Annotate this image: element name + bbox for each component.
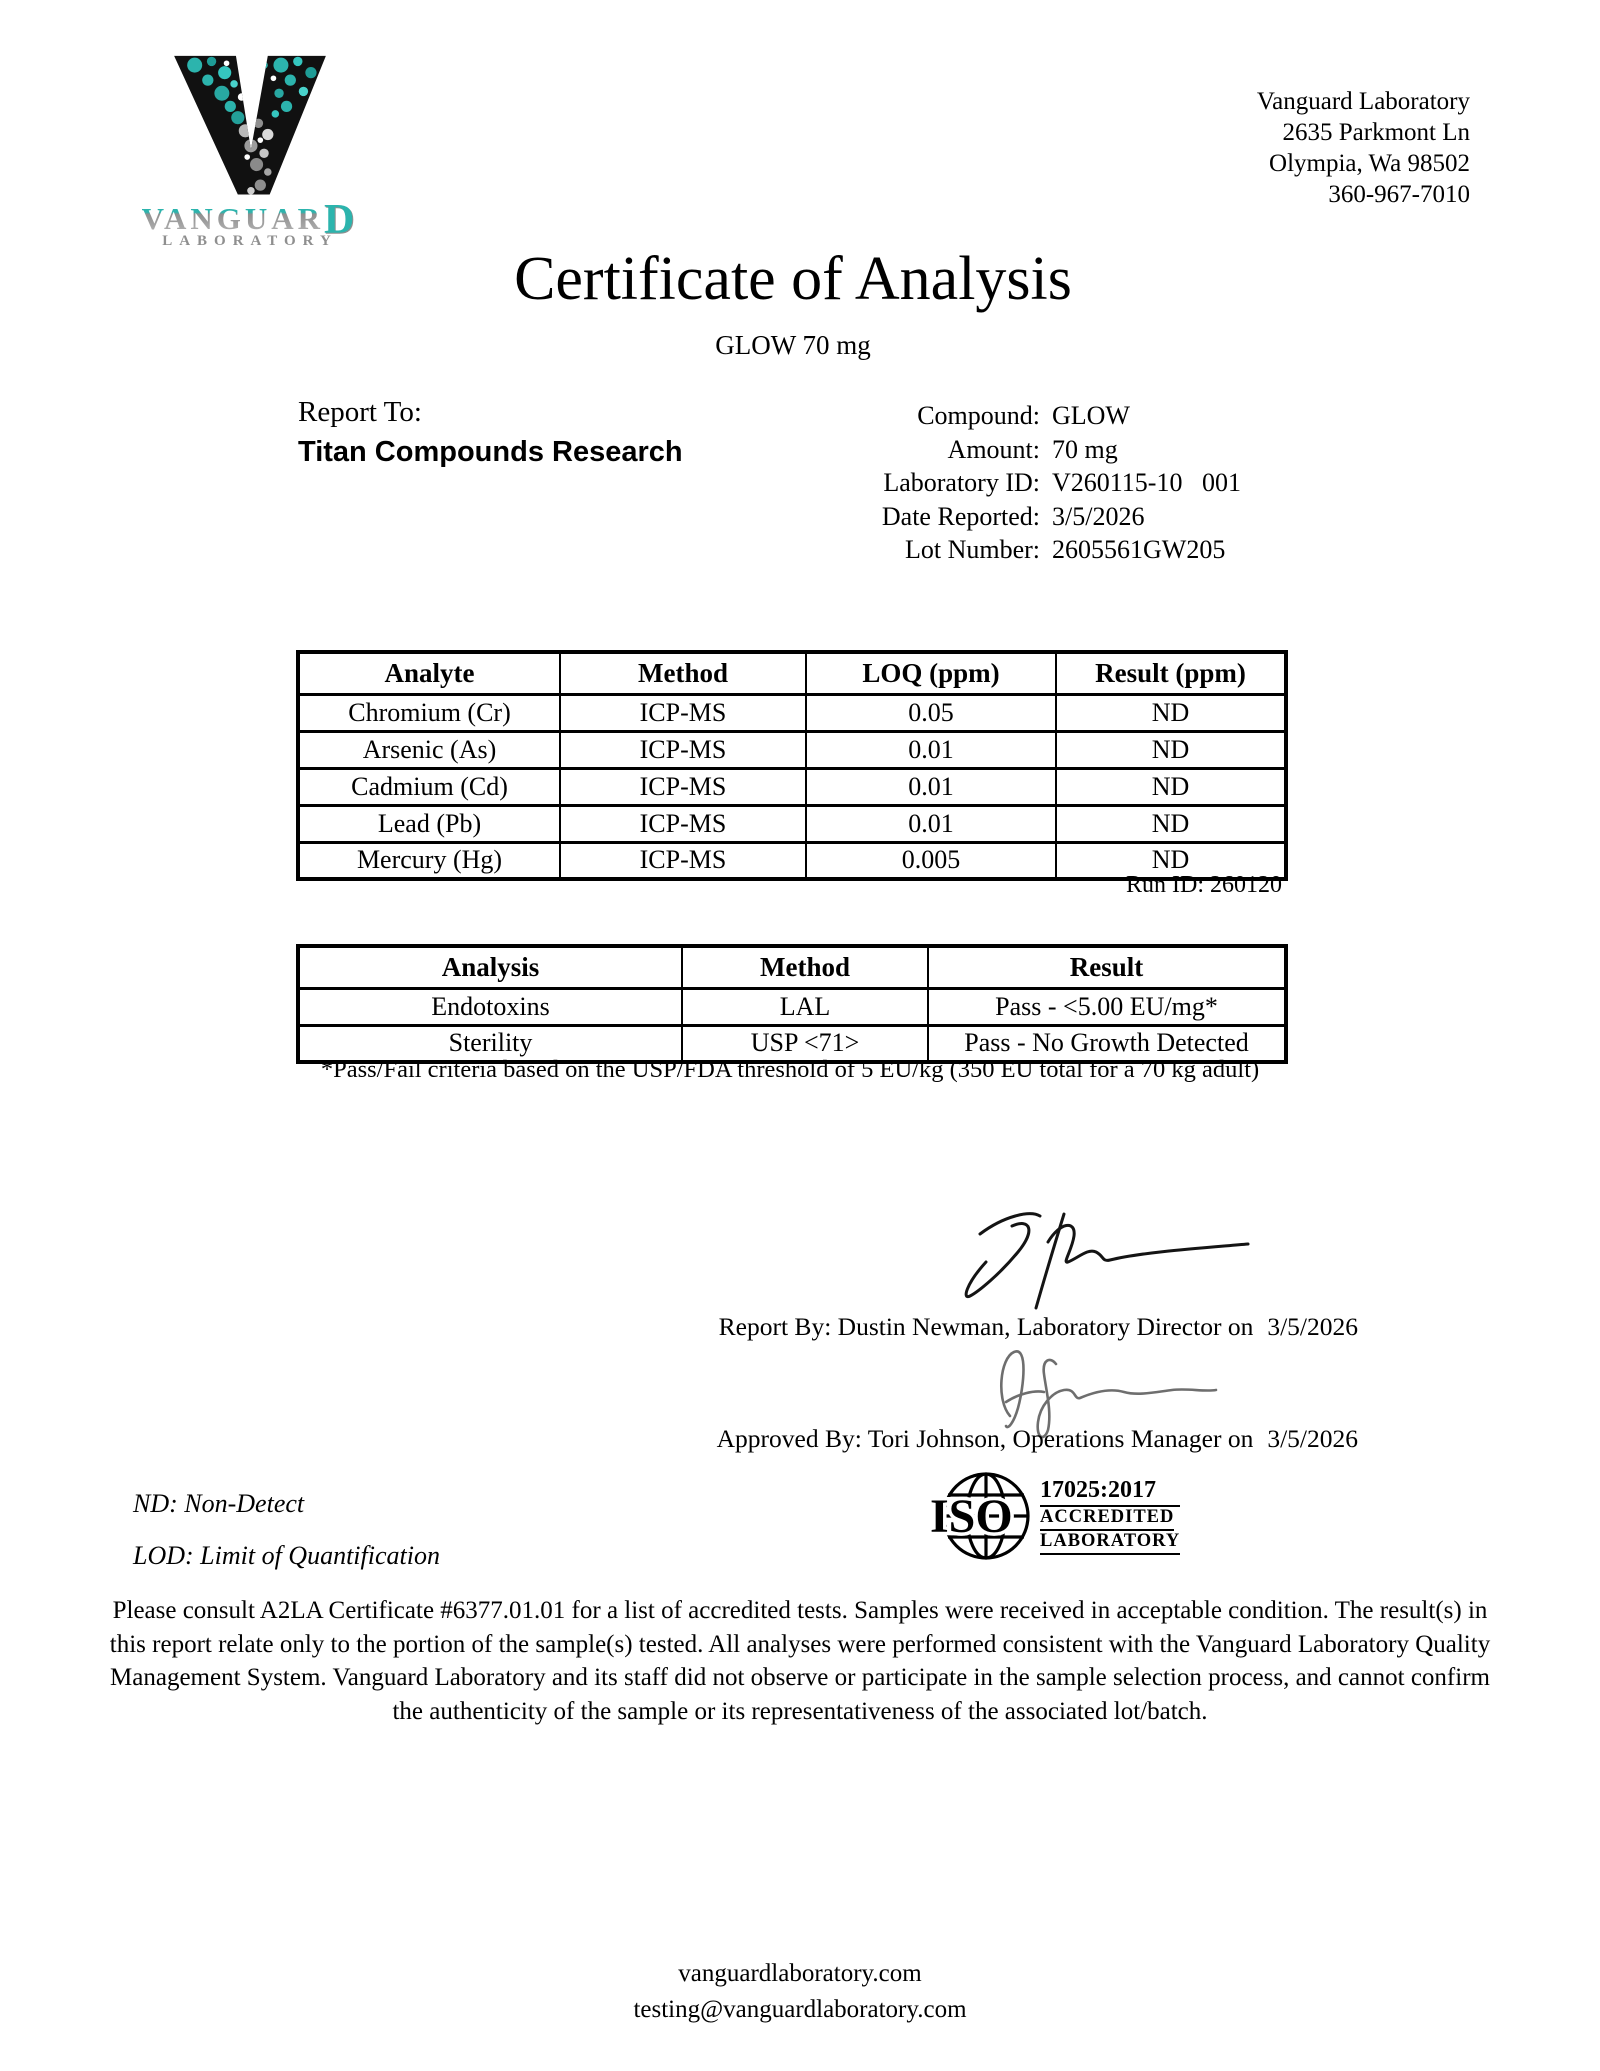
cell: ICP-MS	[560, 731, 806, 768]
cell: Endotoxins	[298, 988, 682, 1025]
amount-label: Amount:	[947, 434, 1040, 464]
info-row-amount	[640, 433, 1360, 467]
lab-name: Vanguard Laboratory	[1256, 88, 1470, 115]
compound-value: GLOW	[1052, 401, 1130, 430]
col-analysis: Analysis	[298, 946, 682, 988]
cell: ND	[1056, 694, 1286, 731]
col-result: Result	[928, 946, 1286, 988]
heavy-metals-table	[296, 650, 1288, 881]
table-header-row	[298, 946, 1286, 988]
col-analyte: Analyte	[298, 652, 560, 694]
approved-by-text: Approved By: Tori Johnson, Operations Manager on	[716, 1424, 1254, 1453]
page-title: Certificate of Analysis	[514, 245, 1072, 313]
cell: ICP-MS	[560, 768, 806, 805]
lot-number-label: Lot Number:	[904, 535, 1040, 564]
cell: Lead (Pb)	[298, 805, 560, 842]
col-method: Method	[560, 652, 806, 694]
report-by-text: Report By: Dustin Newman, Laboratory Director on	[718, 1312, 1254, 1341]
approved-by-date: 3/5/2026	[1267, 1424, 1358, 1453]
page-subtitle: GLOW 70 mg	[715, 330, 871, 360]
logo-wordmark-head: VANGUAR	[141, 201, 325, 236]
director-signature	[952, 1196, 1282, 1311]
iso-standard-number: 17025:2017	[1040, 1477, 1180, 1507]
cell: Pass - <5.00 EU/mg*	[928, 988, 1286, 1025]
info-row-compound	[640, 399, 1360, 433]
sample-info-block	[640, 399, 1360, 567]
cell: LAL	[682, 988, 928, 1025]
logo-wordmark-tail: D	[324, 197, 359, 243]
bio-analysis-table	[296, 944, 1288, 1064]
col-result: Result (ppm)	[1056, 652, 1286, 694]
approved-by-line	[717, 1424, 1358, 1454]
cell: ND	[1056, 768, 1286, 805]
iso-laboratory-label: LABORATORY	[1040, 1531, 1180, 1555]
pass-fail-footnote: *Pass/Fail criteria based on the USP/FDA threshold of 5 EU/kg (350 EU total for a 70 kg adult)	[320, 1056, 1260, 1083]
table-row	[298, 805, 1286, 842]
cell: 0.05	[806, 694, 1056, 731]
table-header-row	[298, 652, 1286, 694]
cell: ND	[1056, 731, 1286, 768]
table-row	[298, 731, 1286, 768]
info-row-date-reported	[640, 500, 1360, 534]
disclaimer-paragraph: Please consult A2LA Certificate #6377.01.01 for a list of accredited tests. Samples were received in acceptable condition. The result(s) in this report relate only to the portion of the sample(s) tested. All analyses were performed consistent with the Vanguard Laboratory Quality Management System. Vanguard Laboratory and its staff did not observe or participate in the sample selection process, and cannot confirm the authenticity of the sample or its representativeness of the associated lot/batch.	[109, 1597, 1491, 1725]
footer-website: vanguardlaboratory.com	[678, 1960, 922, 1987]
iso-accreditation-badge	[930, 1470, 1180, 1562]
lab-phone: 360-967-7010	[1328, 181, 1470, 208]
logo-subtitle: LABORATORY	[162, 233, 338, 249]
run-id: Run ID: 260120	[1126, 872, 1282, 898]
abbreviation-definitions	[133, 1478, 440, 1582]
laboratory-id-value: V260115-10 001	[1052, 468, 1241, 497]
date-reported-value: 3/5/2026	[1052, 501, 1145, 531]
cell: Pass - No Growth Detected	[928, 1025, 1286, 1062]
cell: Cadmium (Cd)	[298, 768, 560, 805]
cell: ND	[1056, 805, 1286, 842]
nd-definition: ND: Non-Detect	[133, 1489, 305, 1518]
client-name: Titan Compounds Research	[298, 436, 683, 468]
iso-globe-icon	[930, 1470, 1034, 1562]
table-row	[298, 988, 1286, 1025]
info-row-lot-number	[640, 533, 1360, 567]
cell: ICP-MS	[560, 842, 806, 879]
col-method: Method	[682, 946, 928, 988]
iso-text-block	[1040, 1477, 1180, 1555]
cell: USP <71>	[682, 1025, 928, 1062]
cell: Sterility	[298, 1025, 682, 1062]
cell: Arsenic (As)	[298, 731, 560, 768]
footer-contact	[0, 1956, 1600, 2028]
cell: 0.01	[806, 731, 1056, 768]
cell: 0.01	[806, 805, 1056, 842]
cell: ND	[1056, 842, 1286, 879]
cell: 0.01	[806, 768, 1056, 805]
lod-definition: LOD: Limit of Quantification	[133, 1541, 440, 1570]
report-by-date: 3/5/2026	[1267, 1312, 1358, 1341]
iso-text: ISO	[930, 1490, 1013, 1543]
cell: ICP-MS	[560, 694, 806, 731]
laboratory-id-label: Laboratory ID:	[883, 468, 1040, 497]
amount-value: 70 mg	[1052, 434, 1118, 464]
lab-street: 2635 Parkmont Ln	[1282, 119, 1470, 146]
cell: 0.005	[806, 842, 1056, 879]
lab-address-block	[1257, 86, 1470, 210]
vanguard-logo	[120, 52, 380, 250]
lot-number-value: 2605561GW205	[1052, 535, 1226, 564]
col-loq: LOQ (ppm)	[806, 652, 1056, 694]
cell: Chromium (Cr)	[298, 694, 560, 731]
cell: ICP-MS	[560, 805, 806, 842]
compound-label: Compound:	[917, 401, 1040, 430]
lab-city: Olympia, Wa 98502	[1269, 150, 1470, 177]
table-row	[298, 768, 1286, 805]
date-reported-label: Date Reported:	[881, 501, 1040, 531]
cell: Mercury (Hg)	[298, 842, 560, 879]
iso-accredited-label: ACCREDITED	[1040, 1507, 1174, 1531]
table-row	[298, 694, 1286, 731]
vanguard-v-icon	[165, 52, 335, 202]
footer-email: testing@vanguardlaboratory.com	[633, 1996, 967, 2023]
info-row-laboratory-id	[640, 466, 1360, 500]
report-to-label: Report To:	[298, 396, 422, 428]
